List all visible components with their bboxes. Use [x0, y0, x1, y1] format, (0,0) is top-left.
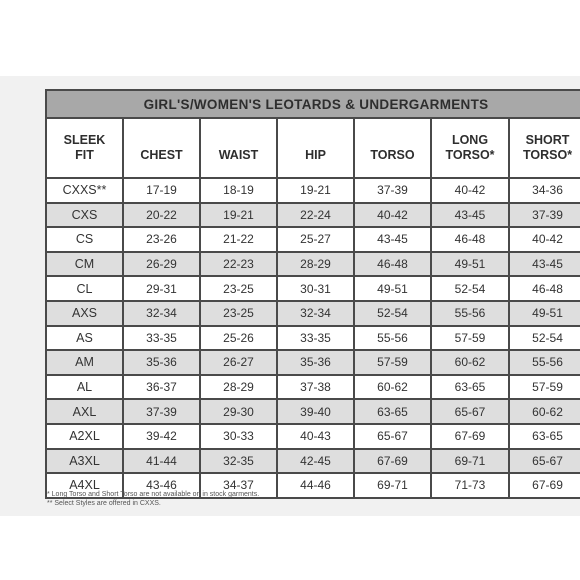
cell-hip: 42-45 — [277, 449, 354, 474]
cell-size: CXS — [46, 203, 123, 228]
cell-short-torso: 63-65 — [509, 424, 580, 449]
cell-torso: 55-56 — [354, 326, 431, 351]
cell-waist: 28-29 — [200, 375, 277, 400]
cell-waist: 23-25 — [200, 276, 277, 301]
header-long-torso-line1: LONG — [451, 133, 489, 147]
cell-chest: 41-44 — [123, 449, 200, 474]
header-torso: TORSO — [354, 118, 431, 178]
table-row — [46, 375, 580, 400]
cell-size: AM — [46, 350, 123, 375]
cell-torso: 63-65 — [354, 399, 431, 424]
cell-size: AXL — [46, 399, 123, 424]
cell-long-torso: 67-69 — [431, 424, 509, 449]
table-row — [46, 399, 580, 424]
cell-torso: 40-42 — [354, 203, 431, 228]
table-row — [46, 424, 580, 449]
cell-long-torso: 52-54 — [431, 276, 509, 301]
cell-chest: 33-35 — [123, 326, 200, 351]
cell-short-torso: 55-56 — [509, 350, 580, 375]
cell-chest: 43-46 — [123, 473, 200, 498]
cell-chest: 26-29 — [123, 252, 200, 277]
footnotes — [47, 490, 259, 508]
table-row — [46, 227, 580, 252]
cell-torso: 67-69 — [354, 449, 431, 474]
table-row — [46, 301, 580, 326]
cell-torso: 65-67 — [354, 424, 431, 449]
table-row — [46, 276, 580, 301]
cell-size: AS — [46, 326, 123, 351]
header-sleek-fit-line1: SLEEK — [63, 133, 106, 147]
cell-torso: 37-39 — [354, 178, 431, 203]
cell-long-torso: 63-65 — [431, 375, 509, 400]
cell-long-torso: 65-67 — [431, 399, 509, 424]
cell-size: AXS — [46, 301, 123, 326]
cell-torso: 49-51 — [354, 276, 431, 301]
footnote-cxxs: ** Select Styles are offered in CXXS. — [47, 500, 161, 507]
table-row — [46, 449, 580, 474]
cell-size: A4XL — [46, 473, 123, 498]
cell-short-torso: 52-54 — [509, 326, 580, 351]
cell-short-torso: 46-48 — [509, 276, 580, 301]
cell-torso: 43-45 — [354, 227, 431, 252]
cell-hip: 39-40 — [277, 399, 354, 424]
cell-size: A3XL — [46, 449, 123, 474]
table-row — [46, 252, 580, 277]
cell-hip: 33-35 — [277, 326, 354, 351]
cell-hip: 25-27 — [277, 227, 354, 252]
header-sleek-fit — [46, 118, 123, 178]
cell-short-torso: 40-42 — [509, 227, 580, 252]
cell-hip: 37-38 — [277, 375, 354, 400]
size-table — [45, 89, 580, 499]
cell-waist: 19-21 — [200, 203, 277, 228]
cell-hip: 32-34 — [277, 301, 354, 326]
cell-chest: 32-34 — [123, 301, 200, 326]
cell-size: CL — [46, 276, 123, 301]
cell-torso: 52-54 — [354, 301, 431, 326]
table-row — [46, 326, 580, 351]
cell-short-torso: 43-45 — [509, 252, 580, 277]
cell-waist: 22-23 — [200, 252, 277, 277]
header-short-torso-line2: TORSO* — [522, 148, 573, 162]
cell-chest: 39-42 — [123, 424, 200, 449]
cell-torso: 69-71 — [354, 473, 431, 498]
cell-long-torso: 55-56 — [431, 301, 509, 326]
cell-short-torso: 49-51 — [509, 301, 580, 326]
header-short-torso-line1: SHORT — [525, 133, 570, 147]
cell-waist: 29-30 — [200, 399, 277, 424]
cell-long-torso: 69-71 — [431, 449, 509, 474]
cell-size: CXXS** — [46, 178, 123, 203]
cell-waist: 26-27 — [200, 350, 277, 375]
cell-short-torso: 67-69 — [509, 473, 580, 498]
table-row — [46, 350, 580, 375]
cell-waist: 21-22 — [200, 227, 277, 252]
table-row — [46, 178, 580, 203]
cell-waist: 30-33 — [200, 424, 277, 449]
cell-long-torso: 49-51 — [431, 252, 509, 277]
header-long-torso-line2: TORSO* — [445, 148, 495, 162]
cell-short-torso: 65-67 — [509, 449, 580, 474]
cell-hip: 30-31 — [277, 276, 354, 301]
cell-long-torso: 57-59 — [431, 326, 509, 351]
cell-chest: 36-37 — [123, 375, 200, 400]
cell-torso: 60-62 — [354, 375, 431, 400]
cell-waist: 23-25 — [200, 301, 277, 326]
footnote-long-short-torso: * Long Torso and Short Torso are not available on in stock garments. — [47, 491, 260, 498]
cell-long-torso: 43-45 — [431, 203, 509, 228]
cell-chest: 35-36 — [123, 350, 200, 375]
cell-waist: 18-19 — [200, 178, 277, 203]
cell-waist: 25-26 — [200, 326, 277, 351]
cell-chest: 17-19 — [123, 178, 200, 203]
table-title: GIRL'S/WOMEN'S LEOTARDS & UNDERGARMENTS — [46, 90, 580, 118]
cell-hip: 40-43 — [277, 424, 354, 449]
cell-short-torso: 34-36 — [509, 178, 580, 203]
cell-hip: 28-29 — [277, 252, 354, 277]
cell-long-torso: 60-62 — [431, 350, 509, 375]
cell-hip: 35-36 — [277, 350, 354, 375]
cell-long-torso: 71-73 — [431, 473, 509, 498]
table-body — [46, 178, 580, 498]
table-row — [46, 203, 580, 228]
cell-size: A2XL — [46, 424, 123, 449]
cell-chest: 29-31 — [123, 276, 200, 301]
cell-waist: 34-37 — [200, 473, 277, 498]
header-short-torso — [509, 118, 580, 178]
cell-short-torso: 37-39 — [509, 203, 580, 228]
header-long-torso — [431, 118, 509, 178]
header-sleek-fit-line2: FIT — [75, 148, 94, 162]
size-chart — [45, 89, 580, 499]
cell-size: CS — [46, 227, 123, 252]
cell-torso: 46-48 — [354, 252, 431, 277]
cell-short-torso: 60-62 — [509, 399, 580, 424]
cell-chest: 23-26 — [123, 227, 200, 252]
cell-hip: 22-24 — [277, 203, 354, 228]
header-chest: CHEST — [123, 118, 200, 178]
cell-hip: 19-21 — [277, 178, 354, 203]
cell-size: AL — [46, 375, 123, 400]
cell-waist: 32-35 — [200, 449, 277, 474]
cell-chest: 20-22 — [123, 203, 200, 228]
cell-long-torso: 40-42 — [431, 178, 509, 203]
header-waist: WAIST — [200, 118, 277, 178]
cell-torso: 57-59 — [354, 350, 431, 375]
cell-long-torso: 46-48 — [431, 227, 509, 252]
cell-chest: 37-39 — [123, 399, 200, 424]
header-hip: HIP — [277, 118, 354, 178]
cell-hip: 44-46 — [277, 473, 354, 498]
cell-size: CM — [46, 252, 123, 277]
cell-short-torso: 57-59 — [509, 375, 580, 400]
